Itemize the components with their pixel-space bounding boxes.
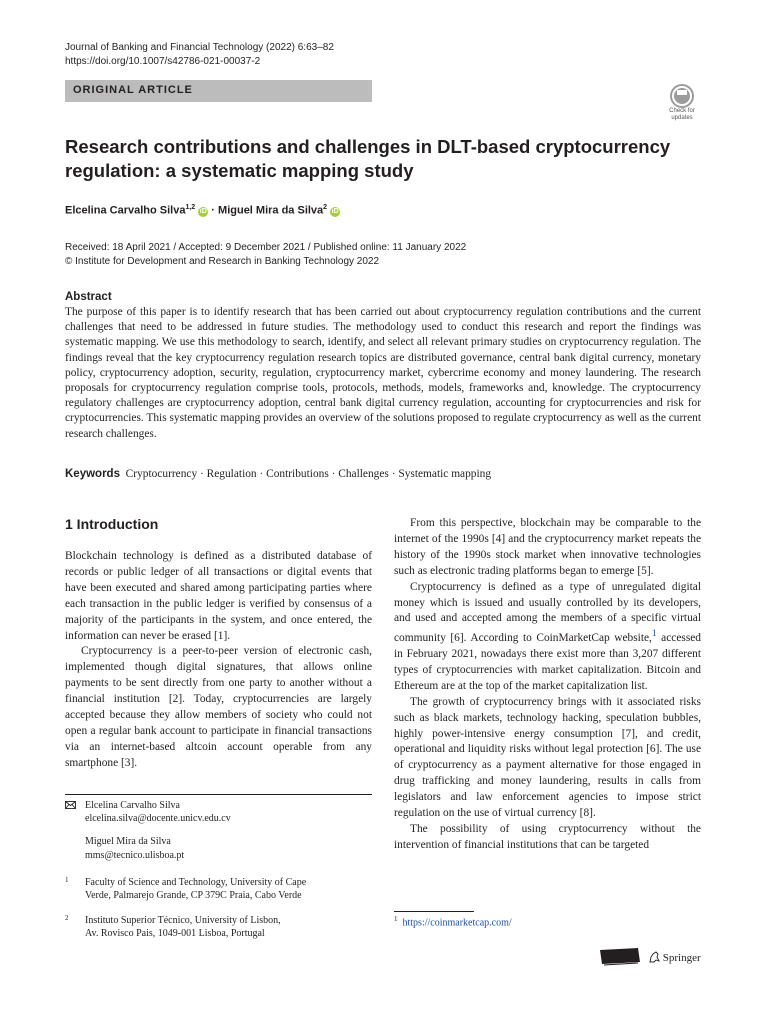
author-2-affiliation: 2 <box>323 204 328 211</box>
footnote <box>394 915 512 928</box>
journal-header <box>65 41 334 69</box>
abstract-text: The purpose of this paper is to identify research that has been carried out about cryptocurrency regulation contributions and the current challenges that need to be addressed in future studies. The methodology used to conduct this research and report the findings was systematic mapping. We use this methodology to search, identify, and select all relevant primary studies on cryptocurrency regulation. The findings reveal that the key cryptocurrency regulation research topics are distributed governance, central bank digital currency, monetary policy, cryptocurrency adoption, security, regulation, cryptocurrency market, cybercrime economy and money laundering. The research proposals for cryptocurrency regulation comprise tools, protocols, methods, models, frameworks and, knowledge. The cryptocurrency regulatory challenges are cryptocurrency adoption, central bank digital currency regulation, accounting for cryptocurrencies and risk for cryptocurrencies. This systematic mapping provides an overview of the solutions proposed to regulate cryptocurrency as well as the current research challenges. <box>65 306 701 440</box>
copyright-line: © Institute for Development and Research in Banking Technology 2022 <box>65 256 380 267</box>
affiliation-2 <box>65 914 372 940</box>
abstract-heading: Abstract <box>65 291 112 303</box>
check-updates-icon <box>670 84 694 108</box>
affiliation-1 <box>65 876 372 902</box>
orcid-icon[interactable]: iD <box>199 207 207 215</box>
orcid-icon[interactable]: iD <box>331 207 339 215</box>
keywords <box>65 468 491 480</box>
author-1-name: Elcelina Carvalho Silva <box>65 204 186 217</box>
footnote-divider <box>65 794 372 795</box>
paragraph: From this perspective, blockchain may be comparable to the internet of the 1990s [4] and the cryptocurrency market repeats the history of the 1990s stock market when innovative technologies such as electronic trading platforms began to emerge [5]. <box>394 517 701 577</box>
springer-horse-icon <box>648 951 660 963</box>
author-separator: · <box>208 204 219 217</box>
article-type-banner <box>65 80 372 102</box>
footnote-divider <box>394 911 474 912</box>
author-2-email[interactable]: mms@tecnico.ulisboa.pt <box>85 849 185 861</box>
corresponding-author <box>65 799 372 825</box>
footnote-number: 1 <box>394 915 398 923</box>
history-dates: Received: 18 April 2021 / Accepted: 9 December 2021 / Published online: 11 January 2022 <box>65 242 467 253</box>
springer-brand <box>648 951 701 964</box>
paper-title: Research contributions and challenges in DLT-based cryptocurrency regulation: a systematic mapping study <box>65 136 671 181</box>
doi-link[interactable]: https://doi.org/10.1007/s42786-021-00037-2 <box>65 56 261 67</box>
affiliation-line: Faculty of Science and Technology, University of Cape <box>85 876 307 888</box>
check-updates-label: Check for updates <box>669 108 695 121</box>
paragraph: The growth of cryptocurrency brings with it associated risks such as black markets, technology hacking, speculation bubbles, highly power-intensive energy consumption [7], and credit, operational and liquidity risks without legal protection [6]. The use of cryptocurrency as a payment alternative for those engaged in drug trafficking and money laundering, results in calls from legislators and law enforcement agencies to impose strict regulation on the use of virtual currency [8]. <box>394 695 701 820</box>
publication-dates <box>65 241 466 269</box>
footnote-ref[interactable]: 1 <box>651 629 657 640</box>
affiliation-line: Av. Rovisco Pais, 1049-001 Lisboa, Portugal <box>85 928 265 940</box>
keywords-label: Keywords <box>65 468 120 480</box>
paragraph-part: accessed in February 2021, nowadays there exist more than 3,207 different types of cryptocurrencies with market capitalization. Bitcoin and Ethereum are at the top of the market capitalization list. <box>394 632 702 692</box>
springer-label: Springer <box>662 952 701 964</box>
paragraph: Cryptocurrency is a peer-to-peer version of electronic cash, implemented though digital signatures, that allows online payments to be sent directly from one party to another without a financial institution [2]. Today, cryptocurrencies are largely accepted because they allow members of society who could not open a regular bank account to participate in financial transactions via an internet-based altcoin account operable from any smartphone [3]. <box>65 645 372 769</box>
paragraph: The possibility of using cryptocurrency without the intervention of financial institutions that can be targeted <box>394 823 701 851</box>
paragraph: Blockchain technology is defined as a distributed database of records or public ledger of all transactions or digital events that have been executed and shared among participating parties where each transaction in the public ledger is verified by consensus of a majority of the participants in the system, and once entered, the information can never be erased [1]. <box>65 550 372 642</box>
author-line <box>65 204 340 217</box>
article-type-label: ORIGINAL ARTICLE <box>73 84 193 96</box>
paragraph <box>394 580 701 695</box>
affiliation-line: Verde, Palmarejo Grande, CP 379C Praia, Cabo Verde <box>85 890 302 902</box>
affiliation-number: 2 <box>65 914 69 923</box>
journal-citation: Journal of Banking and Financial Technology (2022) 6:63–82 <box>65 42 334 53</box>
check-for-updates-badge[interactable] <box>662 84 702 124</box>
author-2-name: Miguel Mira da Silva <box>218 204 324 217</box>
affiliation-number: 1 <box>65 875 69 884</box>
second-author <box>65 835 372 861</box>
right-column <box>394 516 701 854</box>
keywords-list: Cryptocurrency · Regulation · Contributions · Challenges · Systematic mapping <box>125 468 492 480</box>
author-1-email[interactable]: elcelina.silva@docente.unicv.edu.cv <box>85 813 231 825</box>
correspondence-block <box>65 799 372 941</box>
author-1-affiliation: 1,2 <box>185 204 196 211</box>
left-column <box>65 549 372 772</box>
author-1-contact-name: Elcelina Carvalho Silva <box>85 800 180 811</box>
section-heading-introduction: 1 Introduction <box>65 516 159 532</box>
affiliation-line: Instituto Superior Técnico, University of Lisbon, <box>85 915 281 927</box>
author-2-contact-name: Miguel Mira da Silva <box>85 836 171 848</box>
publisher-logo <box>598 946 642 968</box>
envelope-icon <box>65 801 76 809</box>
paragraph-part: Cryptocurrency is defined as a type of unregulated digital money which is issued and usually controlled by its developers, and used and accepted among the members of a specific virtual community [6]. According to CoinMarketCap website, <box>394 580 701 645</box>
footnote-link[interactable]: https://coinmarketcap.com/ <box>402 917 512 929</box>
